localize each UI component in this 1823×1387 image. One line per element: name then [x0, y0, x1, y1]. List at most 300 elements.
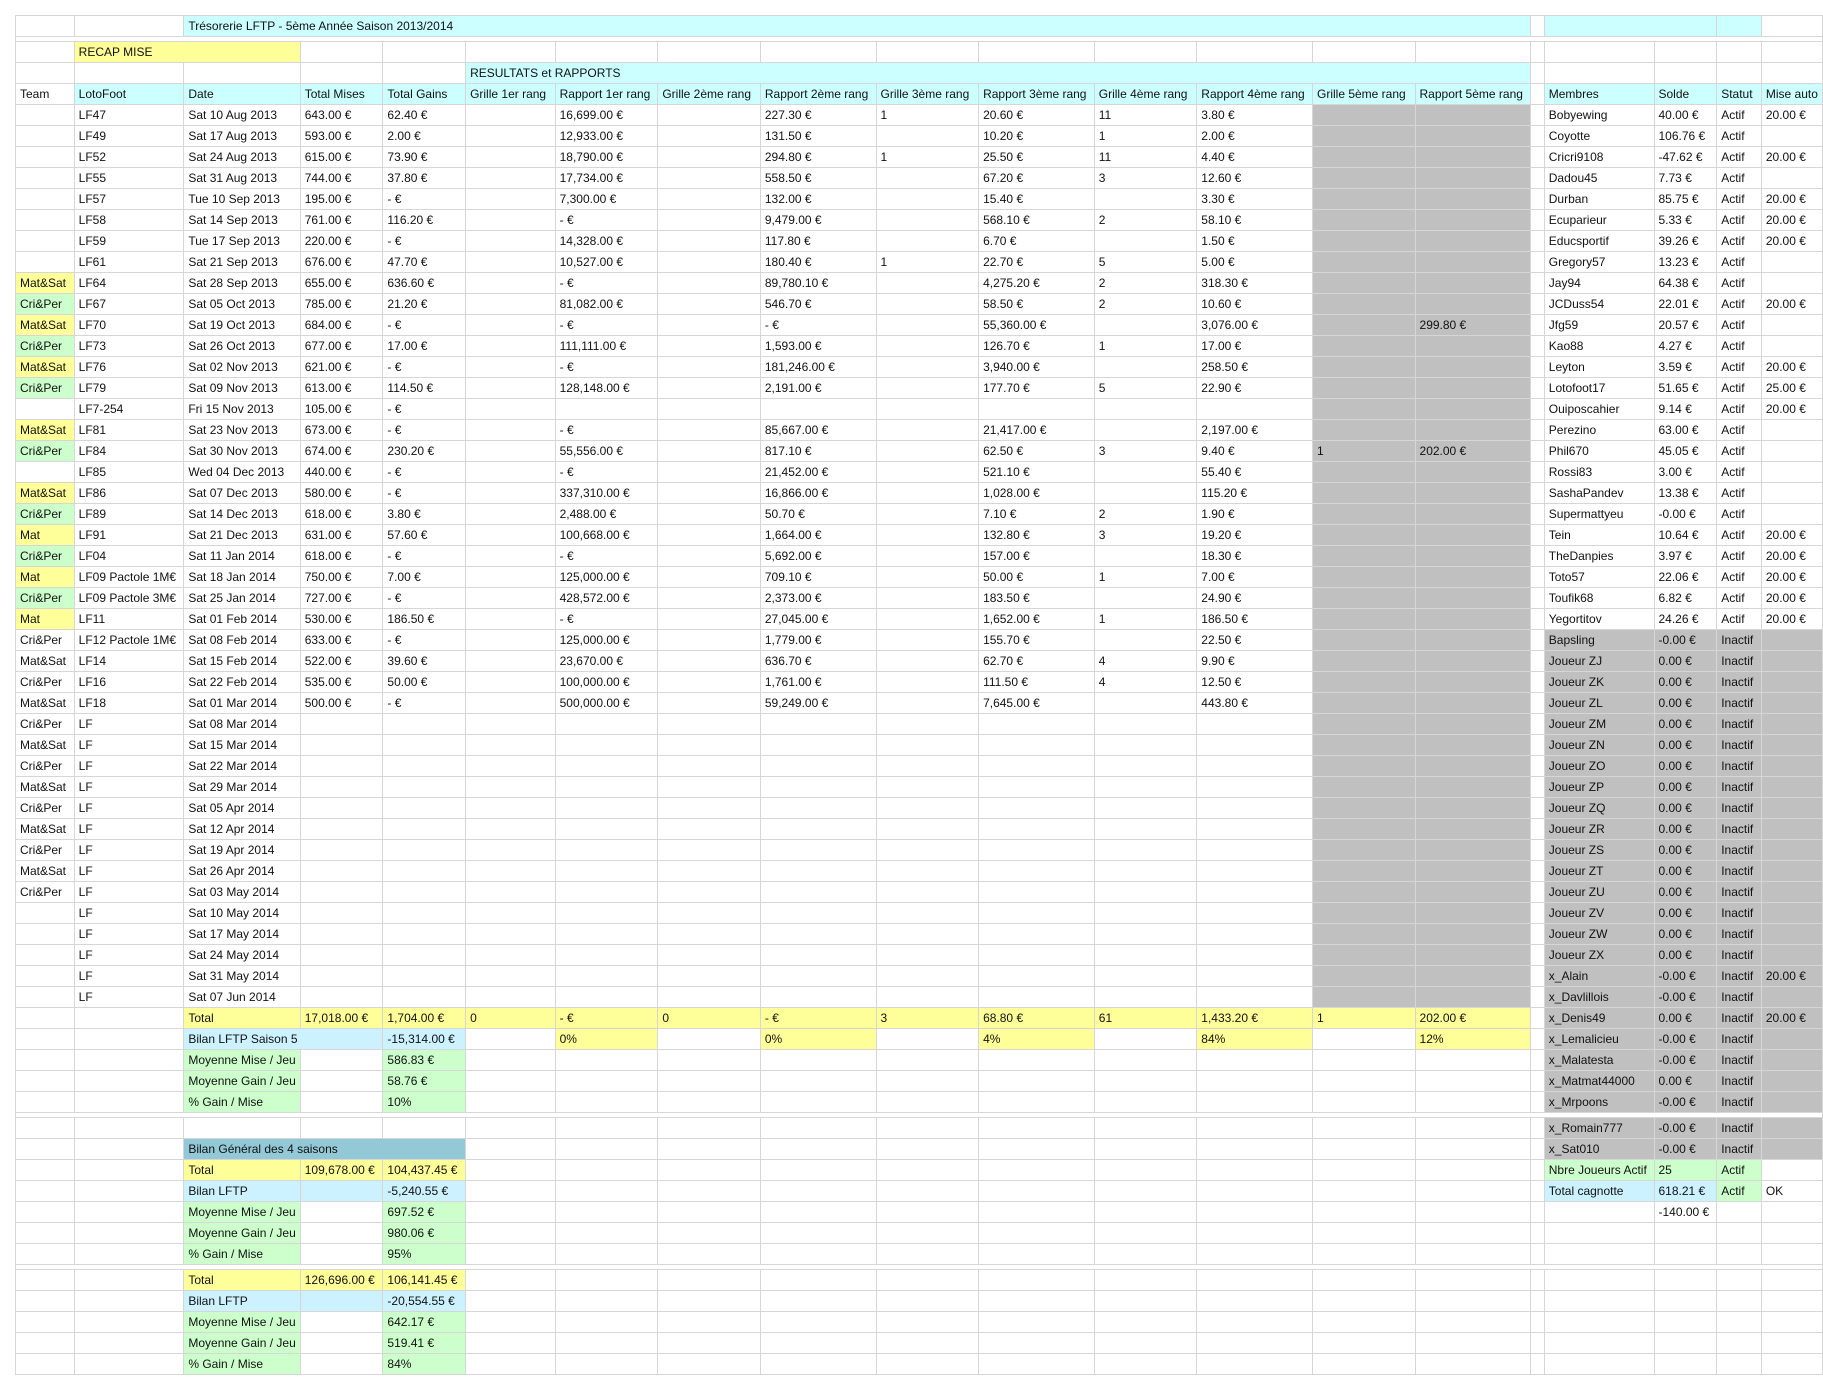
cell-statut[interactable]: Actif — [1717, 273, 1762, 294]
cell-total-mises[interactable]: 761.00 € — [300, 210, 383, 231]
cell-total-gains[interactable]: - € — [383, 483, 466, 504]
cell-rapport-3-me-rang[interactable] — [979, 756, 1095, 777]
cell-rapport-4-me-rang[interactable] — [1197, 1270, 1313, 1291]
cell-solde[interactable]: -47.62 € — [1654, 147, 1717, 168]
cell-grille-4-me-rang[interactable] — [1094, 546, 1197, 567]
cell-mise-auto[interactable] — [1761, 483, 1822, 504]
cell-rapport-1er-rang[interactable]: 16,699.00 € — [555, 105, 658, 126]
cell-rapport-3-me-rang[interactable] — [979, 1092, 1095, 1113]
cell-rapport-2-me-rang[interactable]: 27,045.00 € — [760, 609, 876, 630]
cell-spacer[interactable] — [1531, 231, 1545, 252]
cell-grille-5-me-rang[interactable] — [1312, 945, 1415, 966]
cell-solde[interactable] — [1654, 1291, 1717, 1312]
cell-mise-auto[interactable] — [1761, 1223, 1822, 1244]
cell-grille-3-me-rang[interactable] — [876, 357, 979, 378]
cell-rapport-3-me-rang[interactable] — [979, 1139, 1095, 1160]
cell-spacer[interactable] — [1531, 1202, 1545, 1223]
cell-membres[interactable]: Coyotte — [1544, 126, 1654, 147]
cell-grille-3-me-rang[interactable] — [876, 504, 979, 525]
cell-date[interactable]: Sat 01 Mar 2014 — [184, 693, 300, 714]
cell-mise-auto[interactable]: 20.00 € — [1761, 525, 1822, 546]
cell-lotofoot[interactable]: LF11 — [74, 609, 184, 630]
cell-spacer[interactable] — [1531, 504, 1545, 525]
cell-spacer[interactable] — [1531, 483, 1545, 504]
cell-mise-auto[interactable] — [1761, 651, 1822, 672]
cell-rapport-1er-rang[interactable] — [555, 735, 658, 756]
cell-rapport-3-me-rang[interactable]: 10.20 € — [979, 126, 1095, 147]
cell-total-gains[interactable]: 47.70 € — [383, 252, 466, 273]
cell-membres[interactable]: Gregory57 — [1544, 252, 1654, 273]
cell-spacer[interactable] — [1531, 1008, 1545, 1029]
cell-total-gains[interactable]: 39.60 € — [383, 651, 466, 672]
cell-total-gains[interactable] — [383, 819, 466, 840]
cell-rapport-3-me-rang[interactable] — [979, 840, 1095, 861]
cell-rapport-2-me-rang[interactable] — [760, 714, 876, 735]
cell-statut[interactable]: Inactif — [1717, 798, 1762, 819]
cell-solde[interactable]: 0.00 € — [1654, 819, 1717, 840]
cell-date[interactable]: Sat 24 May 2014 — [184, 945, 300, 966]
cell-solde[interactable]: -0.00 € — [1654, 966, 1717, 987]
cell-rapport-2-me-rang[interactable]: 294.80 € — [760, 147, 876, 168]
cell-statut[interactable] — [1717, 1354, 1762, 1375]
cell-grille-1er-rang[interactable] — [466, 966, 556, 987]
cell-total-gains[interactable]: 57.60 € — [383, 525, 466, 546]
cell-grille-3-me-rang[interactable] — [876, 420, 979, 441]
cell-rapport-3-me-rang[interactable]: 568.10 € — [979, 210, 1095, 231]
cell-grille-5-me-rang[interactable] — [1312, 1312, 1415, 1333]
cell-rapport-1er-rang[interactable] — [555, 1291, 658, 1312]
cell-spacer[interactable] — [1531, 735, 1545, 756]
cell-team[interactable] — [16, 1071, 75, 1092]
cell-grille-2-me-rang[interactable] — [658, 630, 761, 651]
cell-solde[interactable]: 20.57 € — [1654, 315, 1717, 336]
cell-lotofoot[interactable]: LF85 — [74, 462, 184, 483]
cell-grille-1er-rang[interactable] — [466, 189, 556, 210]
cell-rapport-4-me-rang[interactable]: 10.60 € — [1197, 294, 1313, 315]
cell-rapport-3-me-rang[interactable]: 157.00 € — [979, 546, 1095, 567]
cell-total-mises[interactable] — [300, 1118, 383, 1139]
cell-grille-2-me-rang[interactable] — [658, 1202, 761, 1223]
cell-rapport-4-me-rang[interactable]: 2.00 € — [1197, 126, 1313, 147]
cell-grille-4-me-rang[interactable]: 1 — [1094, 336, 1197, 357]
cell-membres[interactable]: Jay94 — [1544, 273, 1654, 294]
cell-rapport-1er-rang[interactable] — [555, 819, 658, 840]
cell-spacer[interactable] — [1531, 462, 1545, 483]
cell-total-mises[interactable]: 674.00 € — [300, 441, 383, 462]
cell-spacer[interactable] — [1531, 273, 1545, 294]
cell-statut[interactable]: Inactif — [1717, 1071, 1762, 1092]
cell-rapport-1er-rang[interactable] — [555, 924, 658, 945]
cell-rapport-2-me-rang[interactable]: 132.00 € — [760, 189, 876, 210]
cell-rapport-4-me-rang[interactable]: 9.40 € — [1197, 441, 1313, 462]
cell-grille-4-me-rang[interactable] — [1094, 798, 1197, 819]
cell-solde[interactable]: 0.00 € — [1654, 756, 1717, 777]
cell-grille-4-me-rang[interactable]: 61 — [1094, 1008, 1197, 1029]
cell-total-mises[interactable] — [300, 819, 383, 840]
cell-grille-1er-rang[interactable] — [466, 273, 556, 294]
cell-lotofoot[interactable]: LF73 — [74, 336, 184, 357]
cell-membres[interactable]: Joueur ZV — [1544, 903, 1654, 924]
cell-solde[interactable]: 3.97 € — [1654, 546, 1717, 567]
cell-date[interactable]: Sat 17 May 2014 — [184, 924, 300, 945]
cell-statut[interactable]: Inactif — [1717, 693, 1762, 714]
cell-date[interactable]: Sat 31 Aug 2013 — [184, 168, 300, 189]
cell-grille-5-me-rang[interactable] — [1312, 126, 1415, 147]
cell-grille-4-me-rang[interactable] — [1094, 1160, 1197, 1181]
col-header-rapport-1er-rang[interactable]: Rapport 1er rang — [555, 84, 658, 105]
cell-grille-2-me-rang[interactable] — [658, 1291, 761, 1312]
cell-spacer[interactable] — [1531, 399, 1545, 420]
cell-team[interactable] — [16, 945, 75, 966]
cell-total-gains[interactable]: 980.06 € — [383, 1223, 466, 1244]
cell-statut[interactable]: Inactif — [1717, 1050, 1762, 1071]
cell-rapport-4-me-rang[interactable]: 3.30 € — [1197, 189, 1313, 210]
cell-statut[interactable] — [1717, 1312, 1762, 1333]
cell-rapport-3-me-rang[interactable] — [979, 1181, 1095, 1202]
cell-rapport-4-me-rang[interactable]: 18.30 € — [1197, 546, 1313, 567]
cell-team[interactable]: Mat&Sat — [16, 735, 75, 756]
cell-statut[interactable]: Inactif — [1717, 882, 1762, 903]
cell-team[interactable]: Cri&Per — [16, 798, 75, 819]
cell-rapport-4-me-rang[interactable]: 3,076.00 € — [1197, 315, 1313, 336]
cell-grille-4-me-rang[interactable] — [1094, 420, 1197, 441]
cell-statut[interactable]: Actif — [1717, 399, 1762, 420]
cell-rapport-4-me-rang[interactable] — [1197, 1181, 1313, 1202]
cell-grille-2-me-rang[interactable] — [658, 924, 761, 945]
cell-grille-2-me-rang[interactable] — [658, 1333, 761, 1354]
cell-total-gains[interactable]: - € — [383, 693, 466, 714]
cell-grille-3-me-rang[interactable] — [876, 1202, 979, 1223]
cell-grille-3-me-rang[interactable] — [876, 1244, 979, 1265]
cell-total-gains[interactable]: - € — [383, 189, 466, 210]
cell-grille-3-me-rang[interactable] — [876, 1118, 979, 1139]
cell-rapport-4-me-rang[interactable] — [1197, 1092, 1313, 1113]
cell-solde[interactable] — [1654, 1270, 1717, 1291]
cell-total-mises[interactable]: 109,678.00 € — [300, 1160, 383, 1181]
cell-total-mises[interactable]: 522.00 € — [300, 651, 383, 672]
cell-grille-1er-rang[interactable] — [466, 1118, 556, 1139]
cell-statut[interactable]: Actif — [1717, 105, 1762, 126]
cell-rapport-1er-rang[interactable] — [555, 714, 658, 735]
cell-rapport-2-me-rang[interactable]: 817.10 € — [760, 441, 876, 462]
cell-lotofoot[interactable]: LF — [74, 882, 184, 903]
cell-rapport-5-me-rang[interactable] — [1415, 1202, 1531, 1223]
cell-grille-3-me-rang[interactable] — [876, 462, 979, 483]
cell-total-mises[interactable] — [300, 945, 383, 966]
cell-rapport-5-me-rang[interactable] — [1415, 1244, 1531, 1265]
cell-rapport-5-me-rang[interactable] — [1415, 609, 1531, 630]
cell-lotofoot[interactable] — [74, 1029, 184, 1050]
cell-mise-auto[interactable] — [1761, 1312, 1822, 1333]
cell-grille-3-me-rang[interactable] — [876, 189, 979, 210]
cell-grille-1er-rang[interactable] — [466, 1333, 556, 1354]
cell-grille-2-me-rang[interactable] — [658, 882, 761, 903]
cell-rapport-3-me-rang[interactable]: 521.10 € — [979, 462, 1095, 483]
cell-date[interactable]: Sat 28 Sep 2013 — [184, 273, 300, 294]
cell-rapport-5-me-rang[interactable] — [1415, 336, 1531, 357]
cell-total-gains[interactable]: -5,240.55 € — [383, 1181, 466, 1202]
cell-team[interactable]: Mat&Sat — [16, 777, 75, 798]
cell-grille-4-me-rang[interactable]: 3 — [1094, 525, 1197, 546]
cell-grille-2-me-rang[interactable] — [658, 672, 761, 693]
cell-spacer[interactable] — [1531, 1312, 1545, 1333]
cell-spacer[interactable] — [1531, 966, 1545, 987]
cell-rapport-2-me-rang[interactable]: 636.70 € — [760, 651, 876, 672]
cell-spacer[interactable] — [1531, 1139, 1545, 1160]
cell-membres[interactable] — [1544, 1244, 1654, 1265]
cell-statut[interactable]: Actif — [1717, 357, 1762, 378]
cell-rapport-2-me-rang[interactable]: 181,246.00 € — [760, 357, 876, 378]
cell-rapport-2-me-rang[interactable] — [760, 1333, 876, 1354]
cell-grille-4-me-rang[interactable] — [1094, 1181, 1197, 1202]
cell-grille-4-me-rang[interactable] — [1094, 924, 1197, 945]
cell-grille-3-me-rang[interactable] — [876, 1092, 979, 1113]
cell-grille-5-me-rang[interactable]: 1 — [1312, 1008, 1415, 1029]
cell-team[interactable] — [16, 1270, 75, 1291]
cell-spacer[interactable] — [1531, 630, 1545, 651]
cell-date[interactable]: Sat 22 Mar 2014 — [184, 756, 300, 777]
cell-rapport-4-me-rang[interactable]: 258.50 € — [1197, 357, 1313, 378]
cell-rapport-1er-rang[interactable]: - € — [555, 357, 658, 378]
cell-rapport-3-me-rang[interactable]: 62.50 € — [979, 441, 1095, 462]
cell-solde[interactable]: 3.59 € — [1654, 357, 1717, 378]
cell-membres[interactable]: x_Matmat44000 — [1544, 1071, 1654, 1092]
cell-statut[interactable]: Inactif — [1717, 756, 1762, 777]
cell-total-mises[interactable]: 126,696.00 € — [300, 1270, 383, 1291]
cell-spacer[interactable] — [1531, 1244, 1545, 1265]
cell-solde[interactable]: 0.00 € — [1654, 693, 1717, 714]
col-header-grille-1er-rang[interactable]: Grille 1er rang — [466, 84, 556, 105]
cell-rapport-3-me-rang[interactable] — [979, 399, 1095, 420]
cell-lotofoot[interactable] — [74, 1223, 184, 1244]
cell-solde[interactable]: 51.65 € — [1654, 378, 1717, 399]
cell-date[interactable]: Sat 29 Mar 2014 — [184, 777, 300, 798]
cell-grille-5-me-rang[interactable] — [1312, 882, 1415, 903]
cell-grille-2-me-rang[interactable] — [658, 1050, 761, 1071]
cell-grille-4-me-rang[interactable]: 5 — [1094, 378, 1197, 399]
cell-rapport-2-me-rang[interactable] — [760, 924, 876, 945]
cell-grille-4-me-rang[interactable] — [1094, 1029, 1197, 1050]
cell-rapport-5-me-rang[interactable] — [1415, 378, 1531, 399]
cell-rapport-2-me-rang[interactable] — [760, 903, 876, 924]
cell-rapport-3-me-rang[interactable]: 7.10 € — [979, 504, 1095, 525]
cell-rapport-4-me-rang[interactable]: 22.50 € — [1197, 630, 1313, 651]
cell-membres[interactable] — [1544, 1202, 1654, 1223]
cell-total-mises[interactable] — [300, 1071, 383, 1092]
cell-solde[interactable]: 0.00 € — [1654, 882, 1717, 903]
cell-membres[interactable]: Nbre Joueurs Actif — [1544, 1160, 1654, 1181]
cell-total-mises[interactable] — [300, 861, 383, 882]
cell-grille-3-me-rang[interactable] — [876, 630, 979, 651]
cell-rapport-1er-rang[interactable] — [555, 1244, 658, 1265]
cell-total-mises[interactable] — [300, 987, 383, 1008]
cell-mise-auto[interactable] — [1761, 504, 1822, 525]
cell-total-gains[interactable] — [383, 756, 466, 777]
cell-grille-1er-rang[interactable] — [466, 630, 556, 651]
cell-date[interactable]: Sat 12 Apr 2014 — [184, 819, 300, 840]
cell-grille-3-me-rang[interactable] — [876, 483, 979, 504]
cell-membres[interactable]: Toufik68 — [1544, 588, 1654, 609]
cell-rapport-1er-rang[interactable] — [555, 1223, 658, 1244]
cell-rapport-4-me-rang[interactable]: 115.20 € — [1197, 483, 1313, 504]
cell-grille-2-me-rang[interactable] — [658, 1029, 761, 1050]
cell-rapport-1er-rang[interactable]: - € — [555, 609, 658, 630]
cell-rapport-1er-rang[interactable]: - € — [555, 1008, 658, 1029]
cell-grille-4-me-rang[interactable] — [1094, 462, 1197, 483]
cell-membres[interactable]: Joueur ZP — [1544, 777, 1654, 798]
cell-spacer[interactable] — [1531, 546, 1545, 567]
cell-grille-4-me-rang[interactable]: 3 — [1094, 168, 1197, 189]
cell-total-mises[interactable]: 621.00 € — [300, 357, 383, 378]
cell-rapport-2-me-rang[interactable]: 1,761.00 € — [760, 672, 876, 693]
cell-rapport-5-me-rang[interactable] — [1415, 420, 1531, 441]
cell-rapport-5-me-rang[interactable] — [1415, 693, 1531, 714]
cell-rapport-5-me-rang[interactable] — [1415, 924, 1531, 945]
cell-team[interactable]: Mat — [16, 567, 75, 588]
cell-date[interactable]: Moyenne Mise / Jeu — [184, 1050, 300, 1071]
cell-grille-5-me-rang[interactable] — [1312, 1223, 1415, 1244]
cell-total-mises[interactable]: 17,018.00 € — [300, 1008, 383, 1029]
cell-rapport-1er-rang[interactable] — [555, 1333, 658, 1354]
cell-lotofoot[interactable]: LF — [74, 966, 184, 987]
cell-total-gains[interactable] — [383, 924, 466, 945]
cell-grille-2-me-rang[interactable] — [658, 567, 761, 588]
cell-statut[interactable]: Inactif — [1717, 735, 1762, 756]
cell-statut[interactable]: Actif — [1717, 315, 1762, 336]
cell-grille-1er-rang[interactable] — [466, 1181, 556, 1202]
cell-rapport-4-me-rang[interactable] — [1197, 882, 1313, 903]
cell-rapport-4-me-rang[interactable] — [1197, 945, 1313, 966]
cell-rapport-2-me-rang[interactable]: 89,780.10 € — [760, 273, 876, 294]
cell-rapport-5-me-rang[interactable] — [1415, 357, 1531, 378]
cell-membres[interactable]: Joueur ZU — [1544, 882, 1654, 903]
cell-rapport-3-me-rang[interactable]: 22.70 € — [979, 252, 1095, 273]
cell-team[interactable] — [16, 252, 75, 273]
cell-rapport-1er-rang[interactable]: 81,082.00 € — [555, 294, 658, 315]
cell-statut[interactable]: Actif — [1717, 525, 1762, 546]
cell-grille-4-me-rang[interactable] — [1094, 588, 1197, 609]
cell-team[interactable]: Cri&Per — [16, 630, 75, 651]
cell-solde[interactable]: -0.00 € — [1654, 1139, 1717, 1160]
cell-membres[interactable]: SashaPandev — [1544, 483, 1654, 504]
cell-grille-1er-rang[interactable] — [466, 252, 556, 273]
cell-team[interactable] — [16, 147, 75, 168]
cell-rapport-5-me-rang[interactable] — [1415, 504, 1531, 525]
cell-rapport-4-me-rang[interactable] — [1197, 1291, 1313, 1312]
cell-lotofoot[interactable]: LF09 Pactole 3M€ — [74, 588, 184, 609]
cell-team[interactable] — [16, 462, 75, 483]
cell-rapport-5-me-rang[interactable]: 299.80 € — [1415, 315, 1531, 336]
cell-date[interactable]: Moyenne Mise / Jeu — [184, 1312, 300, 1333]
cell-rapport-2-me-rang[interactable] — [760, 777, 876, 798]
cell-rapport-1er-rang[interactable]: 111,111.00 € — [555, 336, 658, 357]
cell-rapport-3-me-rang[interactable] — [979, 1050, 1095, 1071]
cell-team[interactable]: Mat&Sat — [16, 861, 75, 882]
cell-statut[interactable]: Inactif — [1717, 987, 1762, 1008]
cell-grille-2-me-rang[interactable] — [658, 399, 761, 420]
cell-rapport-1er-rang[interactable] — [555, 777, 658, 798]
cell-rapport-5-me-rang[interactable] — [1415, 147, 1531, 168]
cell-team[interactable]: Mat&Sat — [16, 819, 75, 840]
cell-lotofoot[interactable]: LF61 — [74, 252, 184, 273]
cell-grille-4-me-rang[interactable]: 2 — [1094, 273, 1197, 294]
cell-total-mises[interactable]: 195.00 € — [300, 189, 383, 210]
cell-rapport-3-me-rang[interactable] — [979, 714, 1095, 735]
cell-rapport-5-me-rang[interactable] — [1415, 1181, 1531, 1202]
cell-mise-auto[interactable] — [1761, 168, 1822, 189]
cell-grille-4-me-rang[interactable] — [1094, 945, 1197, 966]
cell-grille-2-me-rang[interactable] — [658, 126, 761, 147]
cell-total-mises[interactable] — [300, 882, 383, 903]
cell-grille-5-me-rang[interactable] — [1312, 924, 1415, 945]
cell-team[interactable] — [16, 903, 75, 924]
cell-grille-4-me-rang[interactable] — [1094, 756, 1197, 777]
cell-membres[interactable] — [1544, 1333, 1654, 1354]
cell-mise-auto[interactable] — [1761, 924, 1822, 945]
cell-team[interactable]: Mat&Sat — [16, 273, 75, 294]
cell-rapport-5-me-rang[interactable] — [1415, 525, 1531, 546]
col-header-spacer[interactable] — [1531, 84, 1545, 105]
cell-rapport-4-me-rang[interactable] — [1197, 987, 1313, 1008]
cell-total-gains[interactable]: 73.90 € — [383, 147, 466, 168]
cell-total-mises[interactable] — [300, 1092, 383, 1113]
cell-mise-auto[interactable] — [1761, 462, 1822, 483]
cell-date[interactable]: Sat 19 Oct 2013 — [184, 315, 300, 336]
cell-membres[interactable]: Joueur ZT — [1544, 861, 1654, 882]
cell-grille-3-me-rang[interactable]: 1 — [876, 252, 979, 273]
cell-total-gains[interactable] — [383, 861, 466, 882]
cell-grille-4-me-rang[interactable]: 11 — [1094, 105, 1197, 126]
cell-total-gains[interactable]: - € — [383, 420, 466, 441]
cell-solde[interactable]: 3.00 € — [1654, 462, 1717, 483]
cell-grille-4-me-rang[interactable] — [1094, 231, 1197, 252]
cell-total-gains[interactable]: 84% — [383, 1354, 466, 1375]
cell-grille-2-me-rang[interactable] — [658, 1071, 761, 1092]
cell-grille-1er-rang[interactable] — [466, 294, 556, 315]
cell-statut[interactable]: Actif — [1717, 147, 1762, 168]
cell-lotofoot[interactable]: LF55 — [74, 168, 184, 189]
cell-rapport-3-me-rang[interactable] — [979, 1118, 1095, 1139]
cell-rapport-1er-rang[interactable]: 7,300.00 € — [555, 189, 658, 210]
cell-rapport-2-me-rang[interactable]: 9,479.00 € — [760, 210, 876, 231]
cell-rapport-4-me-rang[interactable] — [1197, 1139, 1313, 1160]
cell-rapport-4-me-rang[interactable] — [1197, 1071, 1313, 1092]
cell-lotofoot[interactable]: LF59 — [74, 231, 184, 252]
cell-grille-5-me-rang[interactable] — [1312, 1139, 1415, 1160]
cell-lotofoot[interactable]: LF84 — [74, 441, 184, 462]
cell-rapport-3-me-rang[interactable] — [979, 1333, 1095, 1354]
cell-lotofoot[interactable]: LF — [74, 987, 184, 1008]
cell-grille-3-me-rang[interactable] — [876, 777, 979, 798]
cell-rapport-4-me-rang[interactable]: 19.20 € — [1197, 525, 1313, 546]
cell-rapport-1er-rang[interactable]: 18,790.00 € — [555, 147, 658, 168]
cell-grille-1er-rang[interactable] — [466, 924, 556, 945]
cell-rapport-5-me-rang[interactable] — [1415, 861, 1531, 882]
cell-mise-auto[interactable] — [1761, 1270, 1822, 1291]
cell-membres[interactable]: x_Sat010 — [1544, 1139, 1654, 1160]
cell-team[interactable]: Cri&Per — [16, 441, 75, 462]
cell-grille-5-me-rang[interactable] — [1312, 903, 1415, 924]
cell-rapport-3-me-rang[interactable]: 15.40 € — [979, 189, 1095, 210]
cell-grille-5-me-rang[interactable] — [1312, 987, 1415, 1008]
cell-total-mises[interactable] — [300, 798, 383, 819]
cell-statut[interactable]: Inactif — [1717, 966, 1762, 987]
cell-total-gains[interactable]: 50.00 € — [383, 672, 466, 693]
cell-rapport-4-me-rang[interactable]: 58.10 € — [1197, 210, 1313, 231]
cell-rapport-3-me-rang[interactable] — [979, 1202, 1095, 1223]
cell-total-gains[interactable]: - € — [383, 546, 466, 567]
cell-rapport-2-me-rang[interactable] — [760, 987, 876, 1008]
